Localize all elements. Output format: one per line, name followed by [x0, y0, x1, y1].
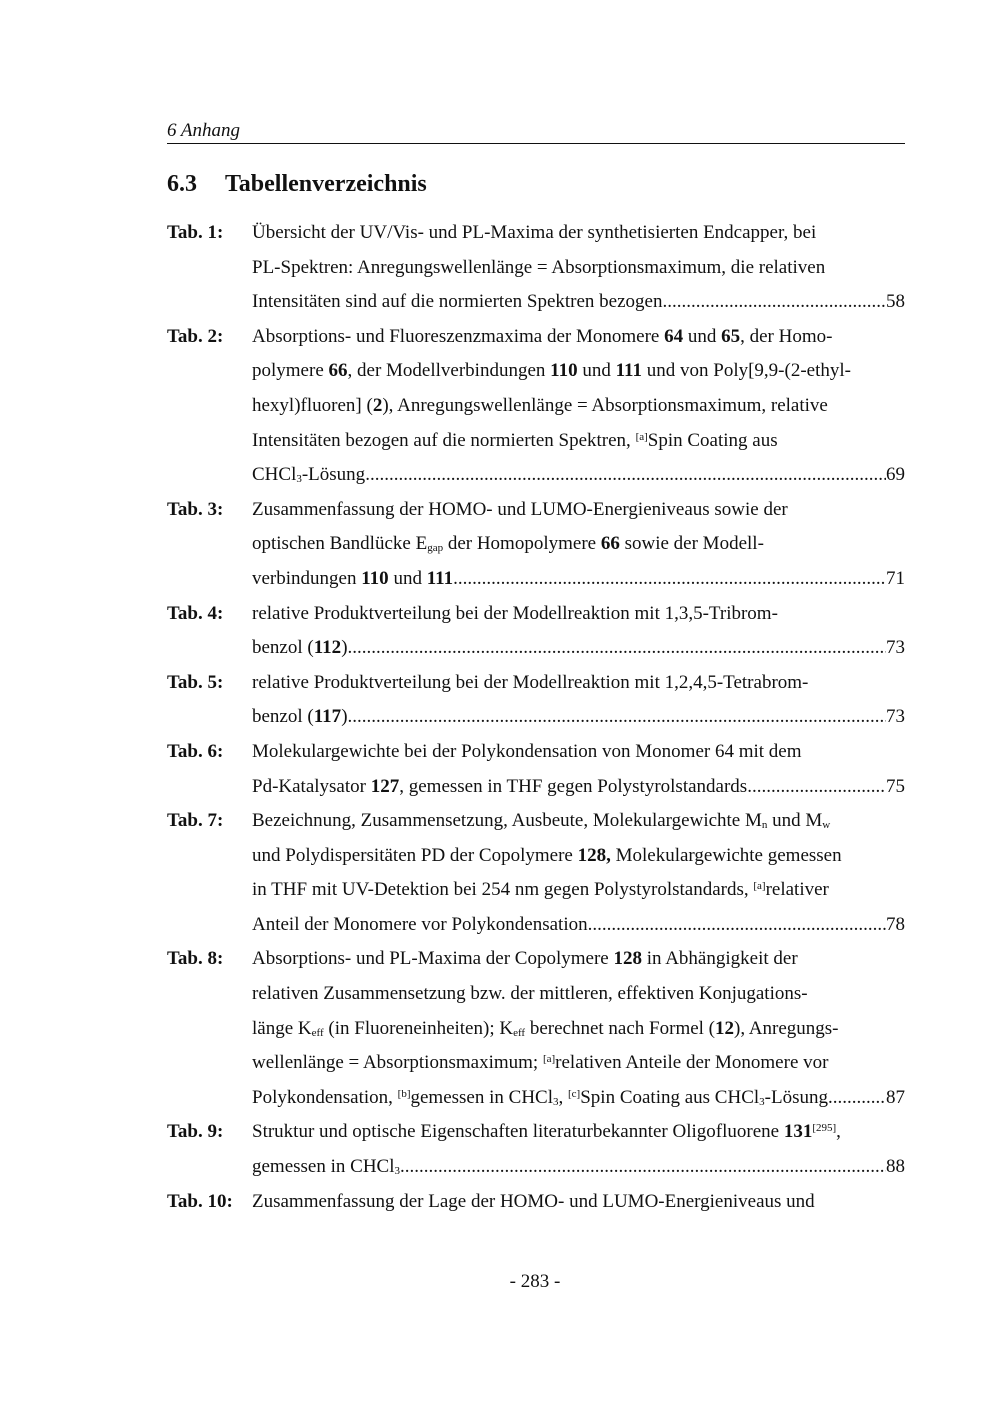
caption-text: optischen Bandlücke E — [252, 533, 428, 555]
compound-number: 2 — [372, 394, 383, 416]
entry-caption — [252, 216, 905, 320]
caption-text: Molekulargewichte gemessen — [610, 844, 842, 866]
entry-label: Tab. 8: — [167, 948, 224, 970]
toc-entry[interactable] — [167, 735, 905, 804]
caption-text: Absorptions- und Fluoreszenzmaxima der Monomere — [252, 325, 665, 347]
caption-text: -Lösung — [301, 464, 366, 486]
toc-entry[interactable] — [167, 666, 905, 735]
subscript: n — [761, 819, 768, 832]
dot-leader — [365, 458, 886, 493]
caption-line — [252, 839, 905, 874]
dot-leader — [348, 700, 886, 735]
caption-text: benzol ( — [252, 706, 314, 728]
caption-text: ) — [341, 706, 348, 728]
caption-line — [252, 424, 905, 459]
caption-line — [252, 1150, 905, 1185]
caption-text: Übersicht der UV/Vis- und PL-Maxima der synthetisierten Endcapper, bei — [252, 222, 817, 243]
caption-text: und M — [767, 810, 823, 832]
caption-line — [252, 493, 905, 528]
subscript: 3 — [296, 473, 302, 486]
dot-leader — [588, 908, 886, 943]
caption-text: CHCl — [252, 464, 297, 486]
toc-entry[interactable] — [167, 942, 905, 1115]
caption-line — [252, 1081, 905, 1116]
compound-number: 12 — [715, 1017, 735, 1039]
caption-text: länge K — [252, 1017, 312, 1039]
dot-leader — [747, 770, 886, 805]
compound-number: 110 — [550, 360, 578, 382]
superscript: [295] — [812, 1122, 837, 1135]
caption-line — [252, 458, 905, 493]
entry-page-number[interactable]: 73 — [886, 706, 905, 728]
compound-number: 66 — [600, 533, 620, 555]
caption-text: und — [577, 360, 616, 382]
caption-text: PL-Spektren: Anregungswellenlänge = Absorptionsmaximum, die relativen — [252, 256, 826, 278]
entry-caption — [252, 1115, 905, 1184]
toc-entry[interactable] — [167, 597, 905, 666]
entry-label: Tab. 4: — [167, 602, 224, 624]
entry-label: Tab. 2: — [167, 325, 224, 347]
toc-entry[interactable] — [167, 320, 905, 493]
caption-line — [252, 1012, 905, 1047]
compound-number: 111 — [426, 567, 454, 589]
entry-label: Tab. 7: — [167, 810, 224, 832]
caption-line — [252, 285, 905, 320]
caption-text: relative Produktverteilung bei der Modellreaktion mit 1,2,4,5-Tetrabrom- — [252, 671, 809, 693]
entry-caption — [252, 493, 905, 597]
caption-text: relativen Zusammensetzung bzw. der mittleren, effektiven Konjugations- — [252, 983, 808, 1005]
caption-text: gemessen in CHCl — [410, 1086, 553, 1108]
page-number: - 283 - — [509, 1271, 561, 1292]
caption-text: Molekulargewichte bei der Polykondensation von Monomer 64 mit dem — [252, 740, 802, 762]
caption-text: relative Produktverteilung bei der Modellreaktion mit 1,3,5-Tribrom- — [252, 602, 778, 624]
caption-text: in Abhängigkeit der — [641, 948, 798, 970]
superscript: [a] — [542, 1053, 556, 1066]
entry-page-number[interactable]: 75 — [886, 775, 905, 797]
compound-number: 131 — [783, 1121, 813, 1143]
toc-entry[interactable] — [167, 804, 905, 942]
section-heading — [167, 168, 427, 200]
entry-caption — [252, 942, 905, 1115]
subscript: 3 — [759, 1096, 765, 1109]
running-header: 6 Anhang — [167, 120, 905, 144]
caption-text: benzol ( — [252, 637, 314, 659]
section-number: 6.3 — [167, 171, 197, 197]
compound-number: 64 — [664, 325, 684, 347]
caption-line — [252, 977, 905, 1012]
caption-text: , gemessen in THF gegen Polystyrolstandards — [399, 775, 748, 797]
entry-page-number[interactable]: 58 — [886, 291, 905, 313]
caption-text: Polykondensation, — [252, 1086, 398, 1108]
entry-page-number[interactable]: 88 — [886, 1156, 905, 1178]
caption-text: wellenlänge = Absorptionsmaximum; — [252, 1052, 543, 1074]
caption-line — [252, 597, 905, 632]
caption-text: Intensitäten sind auf die normierten Spektren bezogen — [252, 291, 663, 313]
compound-number: 127 — [370, 775, 400, 797]
caption-text: hexyl)fluoren] ( — [252, 394, 373, 416]
compound-number: 112 — [313, 637, 342, 659]
entry-page-number[interactable]: 71 — [886, 567, 905, 589]
entry-caption — [252, 666, 905, 735]
toc-entry[interactable] — [167, 216, 905, 320]
entry-label: Tab. 1: — [167, 222, 224, 243]
caption-line — [252, 700, 905, 735]
superscript: [c] — [568, 1087, 581, 1100]
caption-line — [252, 1185, 905, 1220]
caption-text: in THF mit UV-Detektion bei 254 nm gegen Polystyrolstandards, — [252, 879, 754, 901]
compound-number: 66 — [328, 360, 348, 382]
caption-text: ) — [341, 637, 348, 659]
entry-page-number[interactable]: 69 — [886, 464, 905, 486]
caption-text: , — [558, 1086, 568, 1108]
subscript: w — [822, 819, 831, 832]
compound-number: 128 — [613, 948, 642, 970]
caption-text: Intensitäten bezogen auf die normierten Spektren, — [252, 429, 636, 451]
dot-leader — [348, 631, 886, 666]
caption-line — [252, 562, 905, 597]
caption-text: und — [683, 325, 722, 347]
caption-line — [252, 216, 905, 251]
superscript: [a] — [635, 430, 648, 443]
table-of-tables — [167, 216, 905, 1219]
caption-line — [252, 1046, 905, 1081]
caption-text: , — [836, 1121, 841, 1143]
caption-text: ), Anregungswellenlänge = Absorptionsmaximum, relative — [382, 394, 828, 416]
subscript: 3 — [394, 1165, 400, 1178]
entry-caption — [252, 735, 905, 804]
compound-number: 65 — [721, 325, 741, 347]
caption-text: Zusammenfassung der HOMO- und LUMO-Energieniveaus sowie der — [252, 498, 788, 520]
caption-text: Bezeichnung, Zusammensetzung, Ausbeute, Molekulargewichte M — [252, 810, 762, 832]
toc-entry[interactable] — [167, 1185, 905, 1220]
dot-leader — [453, 562, 886, 597]
entry-label: Tab. 6: — [167, 740, 224, 762]
dot-leader — [828, 1081, 886, 1116]
caption-text: Pd-Katalysator — [252, 775, 371, 797]
caption-text: Struktur und optische Eigenschaften literaturbekannter Oligofluorene — [252, 1121, 784, 1143]
superscript: [b] — [397, 1087, 411, 1100]
subscript: gap — [427, 542, 444, 555]
entry-caption — [252, 597, 905, 666]
caption-text: relativer — [765, 879, 829, 901]
caption-text: ), Anregungs- — [734, 1017, 839, 1039]
caption-line — [252, 251, 905, 286]
caption-text: der Homopolymere — [443, 533, 601, 555]
entry-page-number[interactable]: 87 — [886, 1086, 905, 1108]
caption-text: und von Poly[9,9-(2-ethyl- — [642, 360, 851, 382]
section-title: Tabellenverzeichnis — [225, 171, 427, 197]
caption-text: Spin Coating aus — [647, 429, 778, 451]
caption-line — [252, 735, 905, 770]
entry-label: Tab. 3: — [167, 498, 224, 520]
caption-line — [252, 631, 905, 666]
entry-caption — [252, 804, 905, 942]
caption-line — [252, 389, 905, 424]
subscript: eff — [311, 1026, 324, 1039]
caption-line — [252, 666, 905, 701]
caption-text: verbindungen — [252, 567, 362, 589]
toc-entry[interactable] — [167, 1115, 905, 1184]
caption-text: Spin Coating aus CHCl — [580, 1086, 760, 1108]
caption-text: gemessen in CHCl — [252, 1156, 395, 1178]
caption-line — [252, 942, 905, 977]
caption-text: und — [388, 567, 427, 589]
caption-line — [252, 527, 905, 562]
subscript: eff — [513, 1026, 526, 1039]
subscript: 3 — [553, 1096, 559, 1109]
entry-page-number[interactable]: 78 — [886, 913, 905, 935]
caption-line — [252, 873, 905, 908]
page-footer — [0, 1270, 1000, 1294]
caption-line — [252, 804, 905, 839]
caption-line — [252, 908, 905, 943]
caption-line — [252, 320, 905, 355]
dot-leader — [662, 285, 886, 320]
caption-text: (in Fluoreneinheiten); K — [323, 1017, 514, 1039]
caption-text: -Lösung — [764, 1086, 828, 1108]
dot-leader — [400, 1150, 886, 1185]
caption-text: Absorptions- und PL-Maxima der Copolymere — [252, 948, 614, 970]
caption-line — [252, 770, 905, 805]
entry-label: Tab. 10: — [167, 1190, 233, 1212]
compound-number: 111 — [615, 360, 642, 382]
superscript: [a] — [753, 880, 766, 893]
entry-page-number[interactable]: 73 — [886, 637, 905, 659]
caption-text: , der Homo- — [740, 325, 833, 347]
caption-text: relativen Anteile der Monomere vor — [555, 1052, 829, 1074]
caption-text: Anteil der Monomere vor Polykondensation — [252, 913, 588, 935]
caption-text: berechnet nach Formel ( — [525, 1017, 716, 1039]
caption-text: , der Modellverbindungen — [347, 360, 551, 382]
compound-number: 117 — [313, 706, 342, 728]
caption-line — [252, 1115, 905, 1150]
entry-label: Tab. 9: — [167, 1121, 224, 1143]
toc-entry[interactable] — [167, 493, 905, 597]
caption-text: sowie der Modell- — [619, 533, 764, 555]
caption-text: Zusammenfassung der Lage der HOMO- und LUMO-Energieniveaus und — [252, 1190, 815, 1212]
compound-number: 110 — [361, 567, 389, 589]
entry-label: Tab. 5: — [167, 671, 224, 693]
caption-line — [252, 354, 905, 389]
compound-number: 128, — [577, 844, 611, 866]
caption-text: polymere — [252, 360, 329, 382]
entry-caption — [252, 320, 905, 493]
entry-caption — [252, 1185, 905, 1220]
caption-text: und Polydispersitäten PD der Copolymere — [252, 844, 578, 866]
